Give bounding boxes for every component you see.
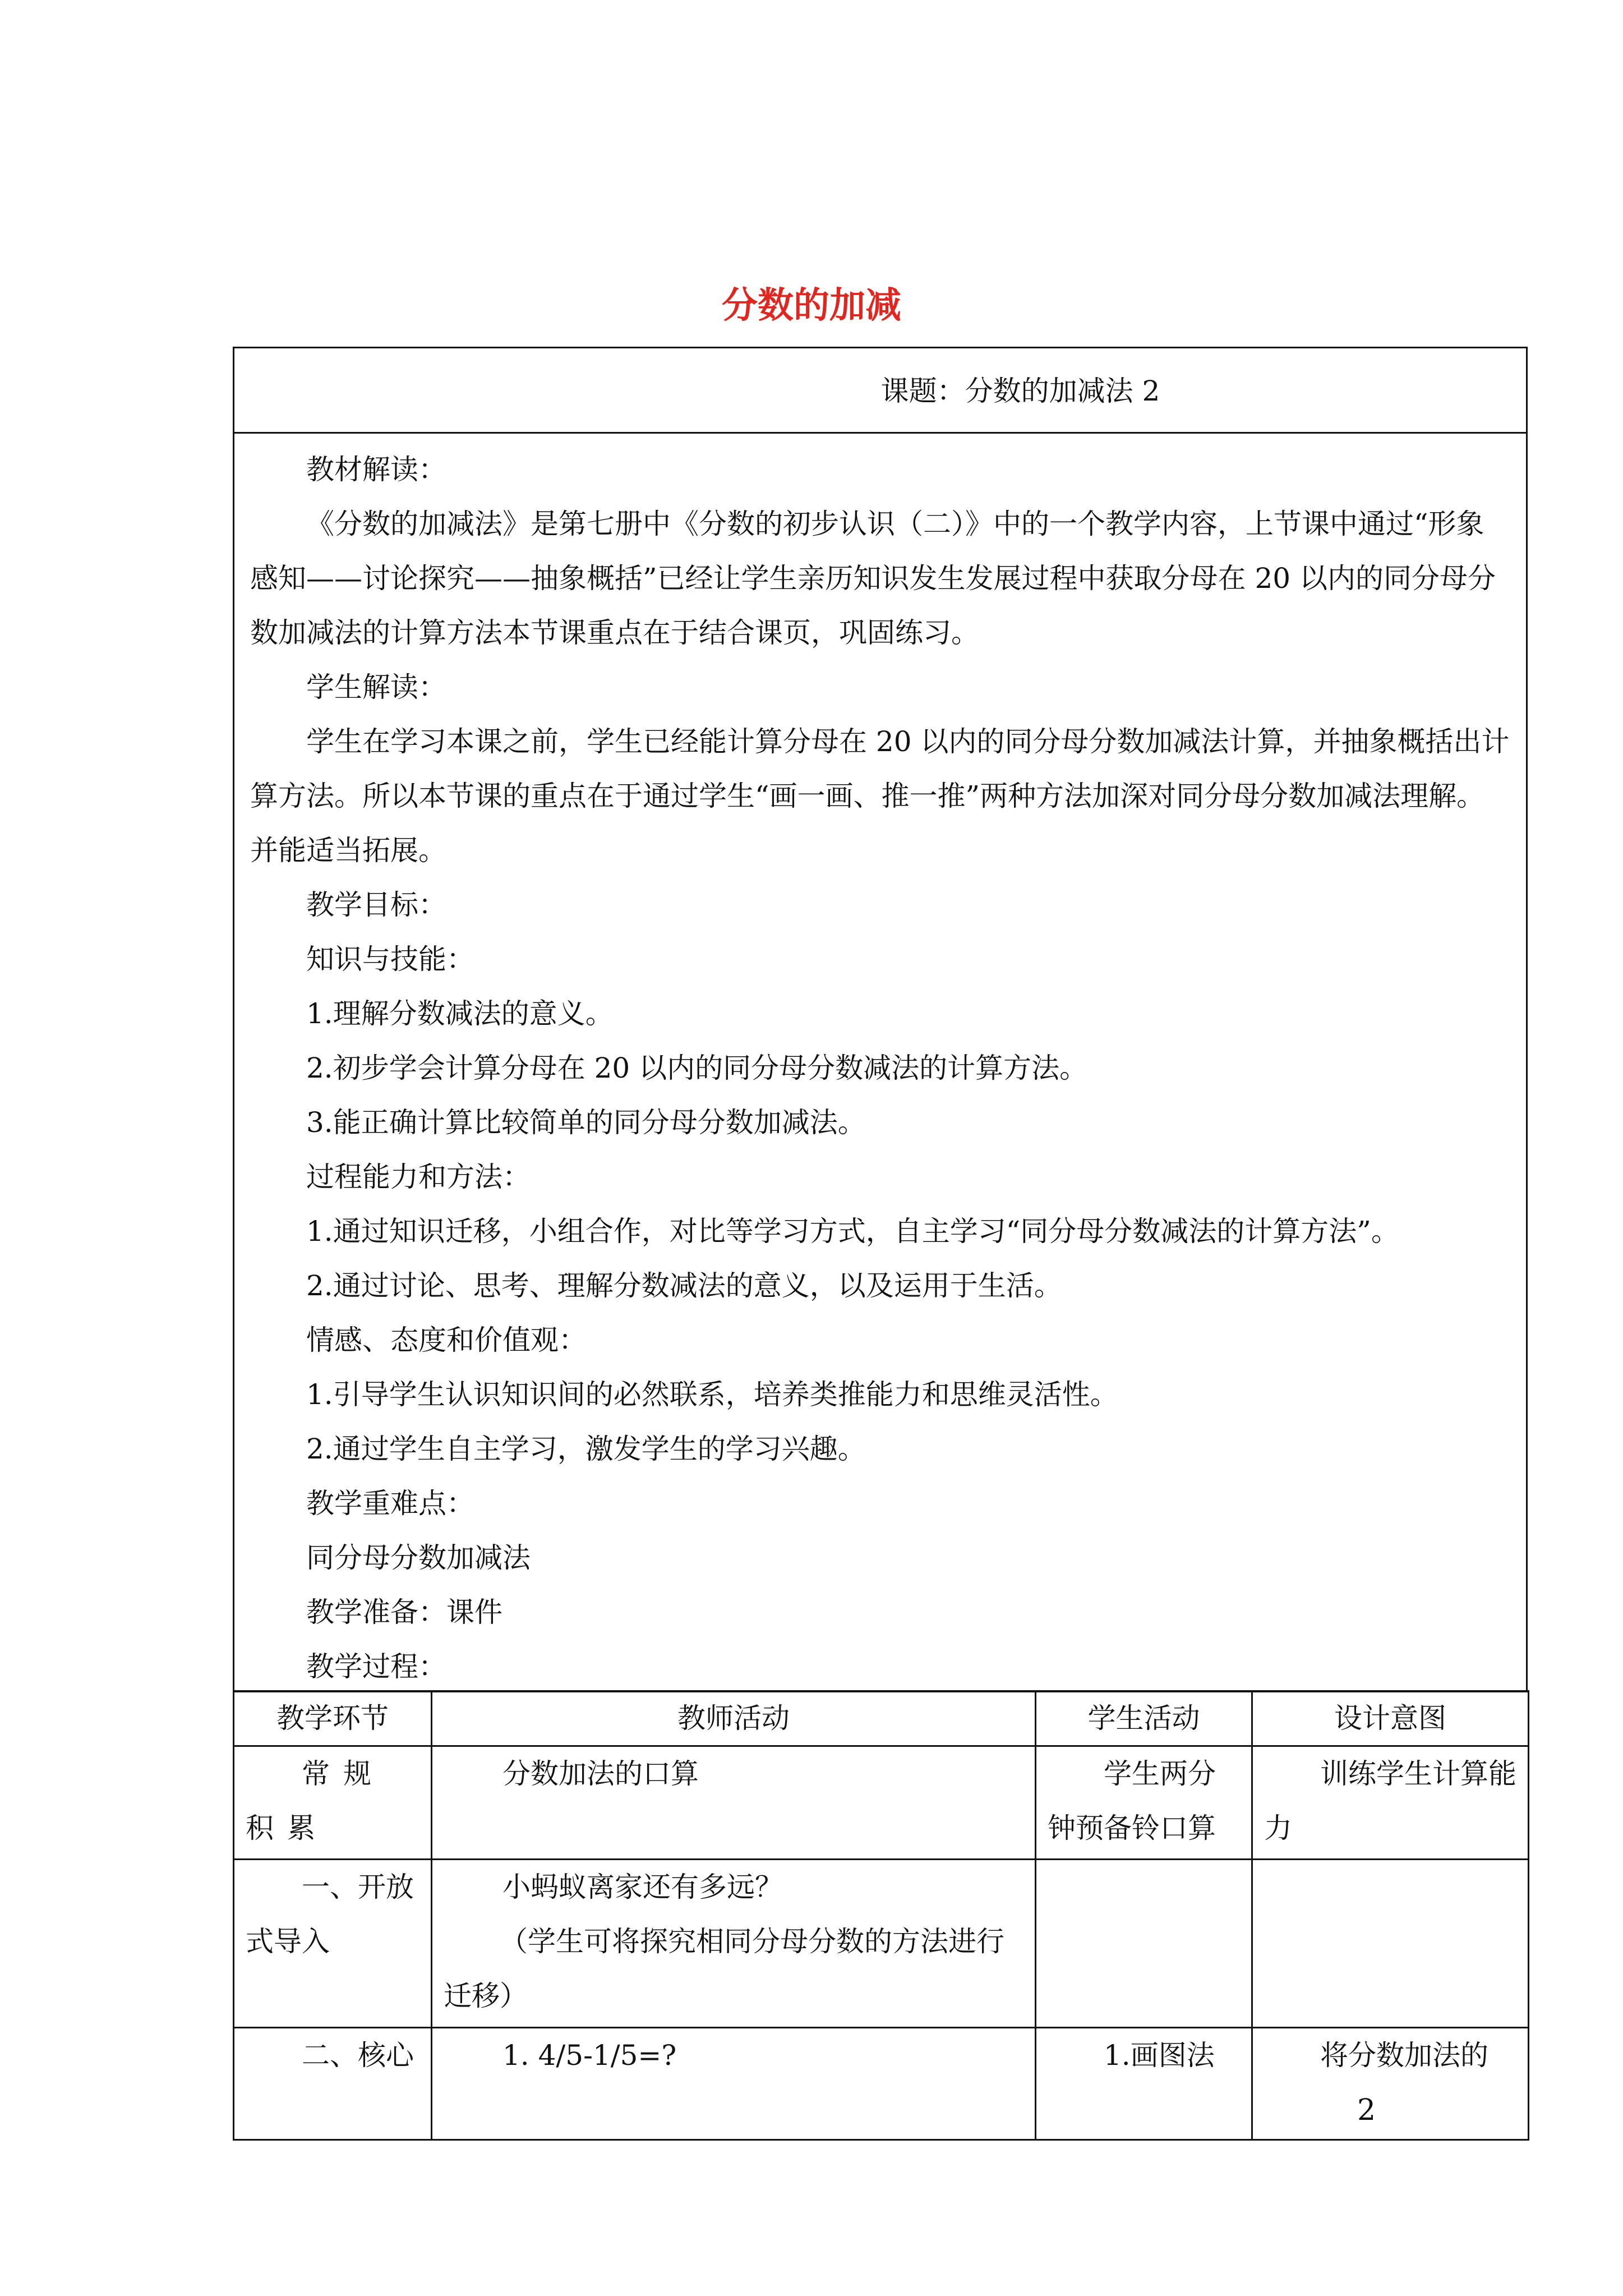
teacher-line: （学生可将探究相同分母分数的方法进行迁移） bbox=[444, 1925, 1004, 2012]
lesson-plan-box bbox=[233, 347, 1528, 1692]
header-student: 学生活动 bbox=[1036, 1691, 1252, 1746]
table-row bbox=[234, 1746, 1529, 1860]
student-cell: 1.画图法 bbox=[1036, 2028, 1252, 2140]
document-title: 分数的加减 bbox=[722, 285, 901, 326]
objective-item: 2.通过学生自主学习，激发学生的学习兴趣。 bbox=[306, 1433, 866, 1465]
process-table bbox=[233, 1690, 1529, 2141]
section-paragraph: 学生在学习本课之前，学生已经能计算分母在 20 以内的同分母分数加减法计算，并抽象概括出计算方法。所以本节课的重点在于通过学生“画一画、推一推”两种方法加深对同分母分数加减法理解。并能适当拓展。 bbox=[250, 725, 1510, 867]
teacher-cell: 1. 4/5-1/5=? bbox=[432, 2028, 1036, 2140]
lesson-content bbox=[234, 434, 1526, 1683]
teacher-line: 小蚂蚁离家还有多远？ bbox=[502, 1871, 783, 1903]
section-heading: 教学重难点： bbox=[306, 1487, 474, 1520]
section-heading: 教材解读： bbox=[306, 453, 446, 486]
header-intent: 设计意图 bbox=[1252, 1691, 1529, 1746]
stage-cell: 常规积累 bbox=[234, 1746, 432, 1860]
objective-item: 2.通过讨论、思考、理解分数减法的意义，以及运用于生活。 bbox=[306, 1269, 1062, 1302]
section-subheading: 过程能力和方法： bbox=[306, 1161, 531, 1193]
stage-cell: 二、核心 bbox=[234, 2028, 432, 2140]
process-table-wrapper bbox=[233, 1690, 1528, 2141]
student-cell bbox=[1036, 1860, 1252, 2028]
objective-item: 1.理解分数减法的意义。 bbox=[306, 997, 614, 1030]
stage-cell: 一、开放式导入 bbox=[234, 1860, 432, 2028]
intent-cell bbox=[1252, 1860, 1529, 2028]
page-number: 2 bbox=[1357, 2093, 1376, 2127]
section-heading: 学生解读： bbox=[306, 671, 446, 703]
section-subheading: 情感、态度和价值观： bbox=[306, 1324, 587, 1356]
section-heading: 教学过程： bbox=[306, 1650, 446, 1683]
teacher-cell: 分数加法的口算 bbox=[432, 1746, 1036, 1860]
objective-item: 1.引导学生认识知识间的必然联系，培养类推能力和思维灵活性。 bbox=[306, 1378, 1118, 1411]
objective-item: 2.初步学会计算分母在 20 以内的同分母分数减法的计算方法。 bbox=[306, 1052, 1088, 1084]
header-teacher: 教师活动 bbox=[432, 1691, 1036, 1746]
section-heading: 教学目标： bbox=[306, 889, 446, 921]
student-cell: 学生两分钟预备铃口算 bbox=[1036, 1746, 1252, 1860]
header-stage: 教学环节 bbox=[234, 1691, 432, 1746]
section-paragraph: 《分数的加减法》是第七册中《分数的初步认识（二）》中的一个教学内容，上节课中通过“形象感知——讨论探究——抽象概括”已经让学生亲历知识发生发展过程中获取分母在 20 以内的同分母分数加减法的计算方法本节课重点在于结合课页，巩固练习。 bbox=[250, 508, 1496, 649]
intent-cell: 将分数加法的 bbox=[1252, 2028, 1529, 2140]
table-header-row bbox=[234, 1691, 1529, 1746]
objective-item: 3.能正确计算比较简单的同分母分数加减法。 bbox=[306, 1106, 866, 1139]
table-row bbox=[234, 2028, 1529, 2140]
lesson-title: 课题：分数的加减法 2 bbox=[234, 348, 1526, 434]
teacher-cell bbox=[432, 1860, 1036, 2028]
intent-cell: 训练学生计算能力 bbox=[1252, 1746, 1529, 1860]
objective-item: 1.通过知识迁移，小组合作，对比等学习方式，自主学习“同分母分数减法的计算方法”。 bbox=[306, 1215, 1399, 1248]
key-points: 同分母分数加减法 bbox=[306, 1542, 531, 1574]
table-row bbox=[234, 1860, 1529, 2028]
section-subheading: 知识与技能： bbox=[306, 943, 474, 976]
preparation: 教学准备：课件 bbox=[306, 1596, 502, 1628]
